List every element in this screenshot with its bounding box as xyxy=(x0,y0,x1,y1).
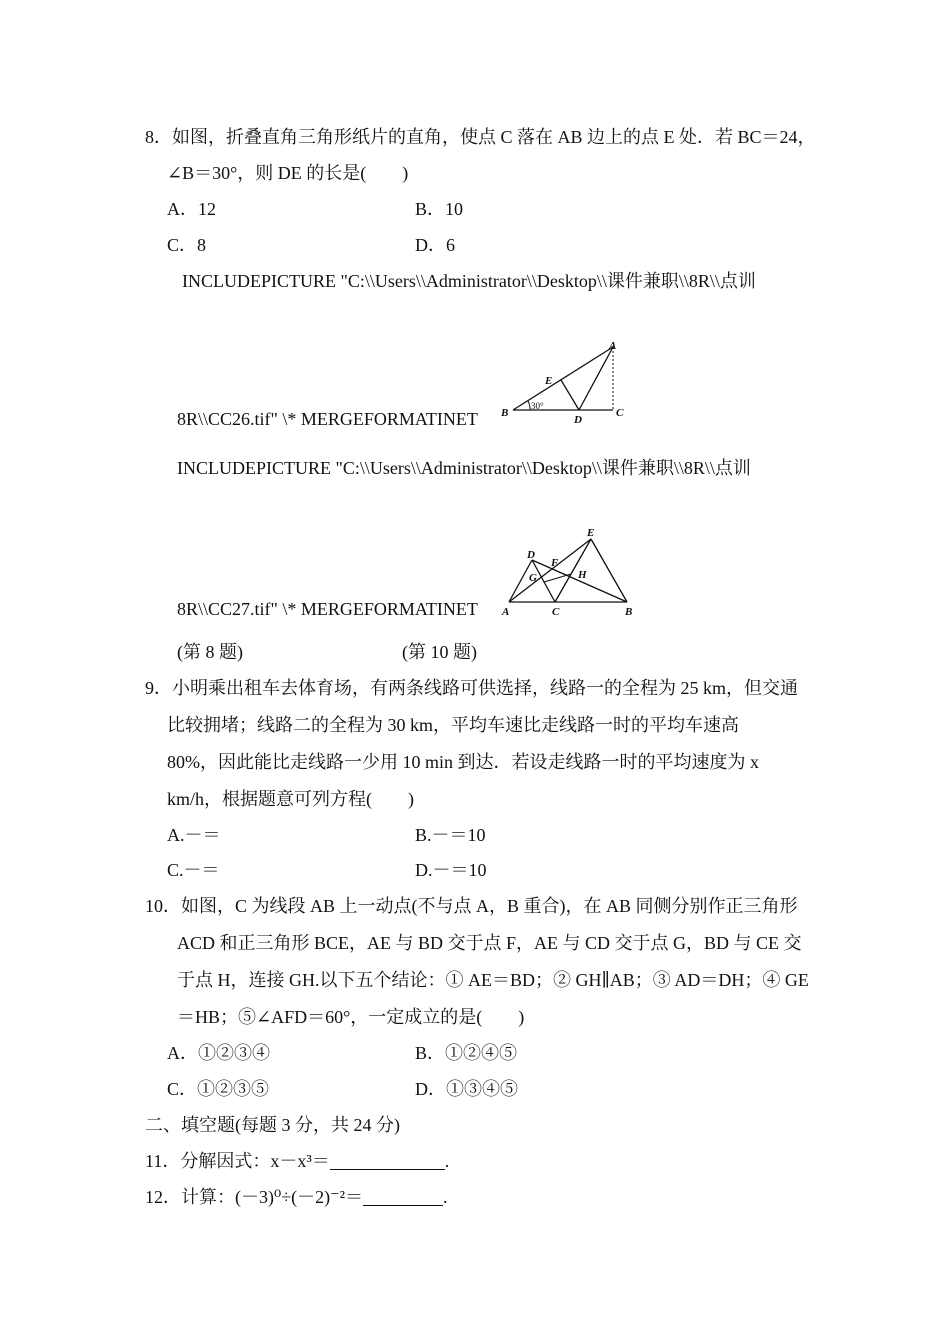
q9-option-a: A.－＝ xyxy=(167,825,221,845)
q12-tail: . xyxy=(442,1187,448,1207)
q9-option-b: B.－＝10 xyxy=(415,825,486,845)
figure8-label-c: C xyxy=(616,407,624,419)
q9-option-d: D.－＝10 xyxy=(415,860,487,880)
q9-option-c: C.－＝ xyxy=(167,860,220,880)
figure8-label-e: E xyxy=(545,375,553,387)
section2-heading: 二、填空题(每题 3 分，共 24 分) xyxy=(145,1115,400,1135)
figure10-label-f: F xyxy=(551,557,559,569)
q12-row xyxy=(145,1186,447,1208)
figure8-label-a: A xyxy=(609,340,617,352)
figure10-label-e: E xyxy=(587,527,595,539)
q12-text: 12．计算：(－3)⁰÷(－2)⁻²＝ xyxy=(145,1187,363,1207)
figure8-diagram xyxy=(495,335,635,425)
q8-option-a: A．12 xyxy=(167,199,216,219)
q10-stem-line1: 10．如图，C 为线段 AB 上一动点(不与点 A，B 重合)，在 AB 同侧分别作正三角形 xyxy=(145,896,798,916)
q10-option-b: B．①②④⑤ xyxy=(415,1043,518,1063)
q8-stem-line1: 8．如图，折叠直角三角形纸片的直角，使点 C 落在 AB 边上的点 E 处．若 BC＝24， xyxy=(145,127,816,147)
figure8-merge-field: 8R\\CC26.tif" \* MERGEFORMATINET xyxy=(177,409,478,429)
q12-answer-blank[interactable] xyxy=(363,1187,443,1206)
figure8-label-d: D xyxy=(574,414,582,425)
q9-stem-line3: 80%，因此能比走线路一少用 10 min 到达．若设走线路一时的平均速度为 x xyxy=(167,752,759,772)
figure10-caption: (第 10 题) xyxy=(402,642,477,662)
figure10-label-d: D xyxy=(527,549,535,561)
q8-option-c: C．8 xyxy=(167,235,207,255)
q10-stem-line3: 于点 H，连接 GH.以下五个结论：① AE＝BD；② GH∥AB；③ AD＝DH；④ GE xyxy=(177,970,809,990)
q10-stem-line2: ACD 和正三角形 BCE，AE 与 BD 交于点 F，AE 与 CD 交于点 G，BD 与 CE 交 xyxy=(177,933,802,953)
figure8-label-b: B xyxy=(501,407,509,419)
figure8-angle-label: 30° xyxy=(531,401,544,411)
q11-text: 11．分解因式：x－x³＝ xyxy=(145,1151,330,1171)
q10-option-a: A．①②③④ xyxy=(167,1043,270,1063)
q8-option-d: D．6 xyxy=(415,235,455,255)
figure10-include-field: INCLUDEPICTURE "C:\\Users\\Administrator\\Desktop\\课件兼职\\8R\\点训 xyxy=(177,458,751,478)
figure8-include-field: INCLUDEPICTURE "C:\\Users\\Administrator\\Desktop\\课件兼职\\8R\\点训 xyxy=(182,271,756,291)
figure8-caption: (第 8 题) xyxy=(177,642,243,662)
q8-stem-line2: ∠B＝30°，则 DE 的长是( ) xyxy=(167,163,409,183)
figure10-label-h: H xyxy=(578,569,587,581)
q10-stem-line4: ＝HB；⑤∠AFD＝60°，一定成立的是( ) xyxy=(177,1007,525,1027)
figure10-diagram xyxy=(497,522,642,620)
figure10-merge-field: 8R\\CC27.tif" \* MERGEFORMATINET xyxy=(177,599,478,619)
figure10-label-c: C xyxy=(552,606,560,618)
q9-stem-line2: 比较拥堵；线路二的全程为 30 km，平均车速比走线路一时的平均车速高 xyxy=(167,715,739,735)
figure10-label-g: G xyxy=(529,572,537,584)
q9-stem-line1: 9．小明乘出租车去体育场，有两条线路可供选择，线路一的全程为 25 km，但交通 xyxy=(145,678,798,698)
figure10-label-b: B xyxy=(625,606,633,618)
q8-option-b: B．10 xyxy=(415,199,464,219)
q10-option-c: C．①②③⑤ xyxy=(167,1079,270,1099)
q11-tail: . xyxy=(444,1151,450,1171)
figure10-label-a: A xyxy=(502,606,510,618)
q11-answer-blank[interactable] xyxy=(330,1151,445,1170)
q10-option-d: D．①③④⑤ xyxy=(415,1079,518,1099)
q11-row xyxy=(145,1150,449,1172)
q9-stem-line4: km/h，根据题意可列方程( ) xyxy=(167,789,414,809)
